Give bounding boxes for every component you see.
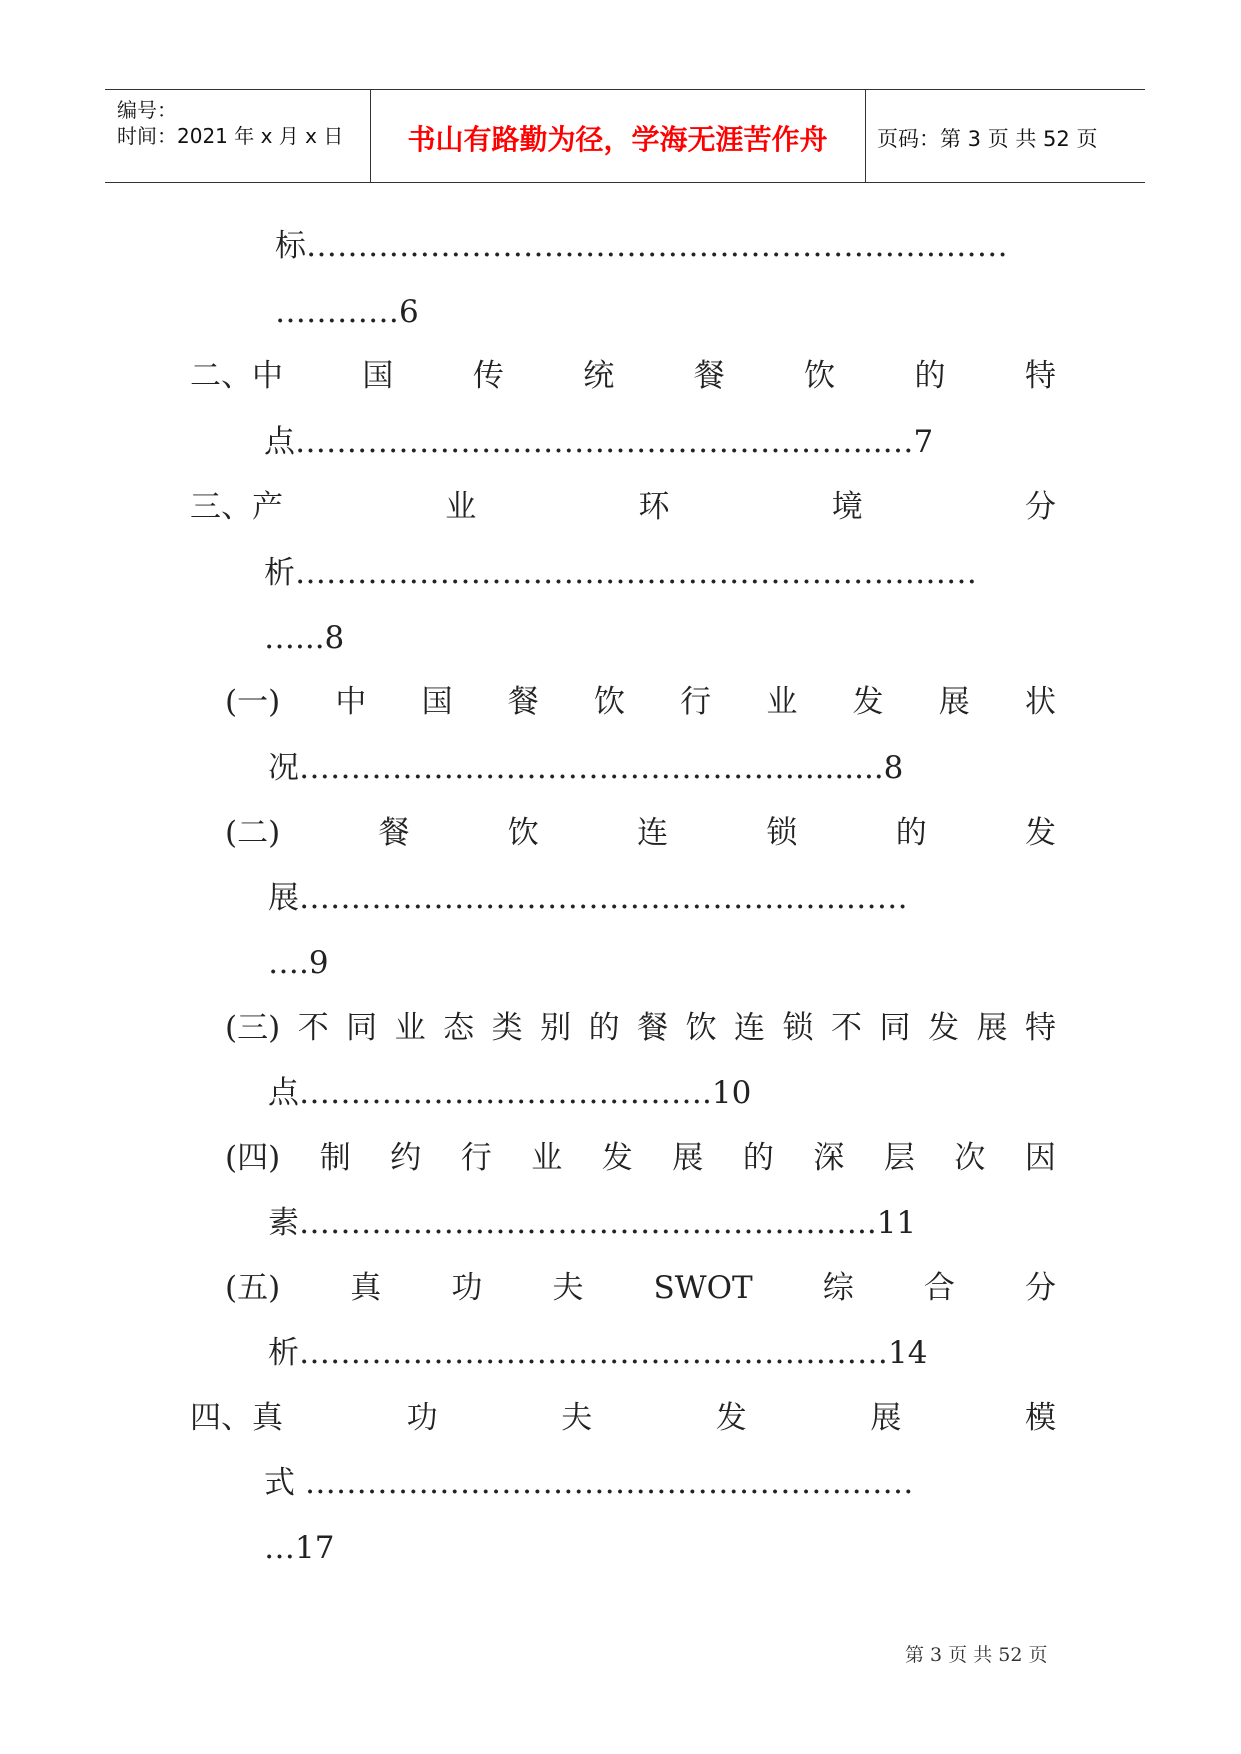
toc-title-char: 特 [1024,358,1056,394]
toc-title-char: 二、中 [190,358,283,394]
toc-title-char: 业 [531,1140,563,1176]
toc-title-char: 行 [680,684,712,720]
toc-title-char: 饮 [593,684,625,720]
toc-title-char: 深 [813,1140,845,1176]
toc-title-char: 别 [540,1010,572,1046]
toc-title-char: 夫 [552,1270,584,1306]
toc-title-char: 饮 [507,815,539,851]
toc-line: 析…………………………………………………14 [268,1335,928,1371]
toc-title-char: 约 [390,1140,422,1176]
toc-title-char: 分 [1024,1270,1056,1306]
toc-title-char: 展 [870,1400,902,1436]
toc-title-char: 发 [715,1400,747,1436]
toc-title-char: 业 [445,489,477,525]
toc-title-char: 同 [879,1010,911,1046]
toc-title-char: 发 [852,684,884,720]
toc-title-char: 制 [319,1140,351,1176]
toc-title-char: 环 [638,489,670,525]
toc-title-char: 态 [443,1010,475,1046]
toc-title-char: (五) [225,1270,281,1306]
page-header [105,89,1145,183]
toc-title-char: 餐 [693,358,725,394]
header-middle-cell [370,90,866,182]
toc-title-char: 连 [734,1010,766,1046]
toc-title-char: 餐 [507,684,539,720]
toc-title-char: 特 [1024,1010,1056,1046]
toc-title-char: 模 [1024,1400,1056,1436]
toc-title-char: 合 [923,1270,955,1306]
toc-entry-title [225,1008,1056,1048]
toc-title-char: 国 [362,358,394,394]
toc-title-char: 餐 [637,1010,669,1046]
toc-title-char: 因 [1024,1140,1056,1176]
toc-title-char: 行 [460,1140,492,1176]
page-footer: 第 3 页 共 52 页 [905,1644,1048,1666]
toc-title-char: 分 [1025,489,1056,525]
document-time-label: 时间：2021 年 x 月 x 日 [117,124,344,148]
toc-title-char: 锁 [782,1010,814,1046]
toc-title-char: 饮 [685,1010,717,1046]
header-page-info: 页码：第 3 页 共 52 页 [877,127,1098,151]
toc-title-char: 发 [927,1010,959,1046]
header-motto: 书山有路勤为径，学海无涯苦作舟 [407,123,828,156]
toc-title-char: 统 [583,358,615,394]
toc-title-char: 展 [672,1140,704,1176]
toc-line: 式 ……………………………………………..…… [264,1465,914,1501]
toc-title-char: 业 [766,684,798,720]
toc-line: 析………………………………………………………… [264,555,977,591]
toc-entry-title [225,1138,1056,1178]
toc-line: …17 [264,1530,335,1566]
toc-title-char: 功 [406,1400,438,1436]
toc-title-char: 功 [451,1270,483,1306]
toc-title-char: 不 [831,1010,863,1046]
toc-title-char: 的 [588,1010,620,1046]
toc-title-char: 国 [421,684,453,720]
toc-title-char: 连 [637,815,669,851]
toc-title-char: 的 [742,1140,774,1176]
toc-line: 点………………………………….10 [268,1075,752,1111]
toc-entry-title [190,356,1056,396]
toc-entry-title [190,1398,1056,1438]
toc-title-char: (三) [225,1010,281,1046]
toc-title-char: SWOT [653,1270,753,1306]
toc-title-char: 状 [1024,684,1056,720]
toc-title-char: 传 [472,358,504,394]
toc-line: 点………………………………………….……..…7 [264,424,934,460]
toc-title-char: 类 [491,1010,523,1046]
toc-title-char: 四、真 [190,1400,283,1436]
toc-title-char: 综 [822,1270,854,1306]
toc-title-char: 发 [601,1140,633,1176]
toc-title-char: 境 [831,489,863,525]
toc-title-char: 的 [895,815,927,851]
toc-title-char: 夫 [561,1400,593,1436]
toc-title-char: 中 [335,684,367,720]
toc-title-char: 不 [297,1010,329,1046]
toc-title-char: (一) [225,684,281,720]
toc-title-char: 展 [938,684,970,720]
toc-line: 展……………………………………………..…… [268,880,908,916]
toc-line: ….9 [268,945,329,981]
toc-title-char: 层 [883,1140,915,1176]
header-right-cell [865,90,1145,182]
toc-title-char: 的 [914,358,946,394]
toc-title-char: 饮 [804,358,836,394]
toc-title-char: 餐 [378,815,410,851]
toc-entry-title [225,682,1056,722]
header-left-cell [105,90,371,182]
toc-title-char: 次 [954,1140,986,1176]
toc-title-char: 业 [394,1010,426,1046]
toc-title-char: 同 [346,1010,378,1046]
toc-line: 标……………………………………………………..…… [275,228,1008,264]
toc-entry-title [225,813,1056,853]
toc-title-char: (四) [225,1140,281,1176]
toc-line: …………6 [275,294,419,330]
toc-entry-title [190,487,1056,527]
toc-title-char: 三、产 [190,489,283,525]
toc-title-char: (二) [225,815,281,851]
document-number-label: 编号： [117,98,177,122]
toc-line: 况………………………………………….........8 [268,750,904,786]
toc-title-char: 发 [1024,815,1056,851]
toc-line: …...8 [264,620,345,656]
toc-title-char: 展 [976,1010,1008,1046]
toc-line: 素………………………………………………..11 [268,1205,917,1241]
toc-entry-title [225,1268,1056,1308]
toc-title-char: 锁 [766,815,798,851]
toc-title-char: 真 [350,1270,382,1306]
